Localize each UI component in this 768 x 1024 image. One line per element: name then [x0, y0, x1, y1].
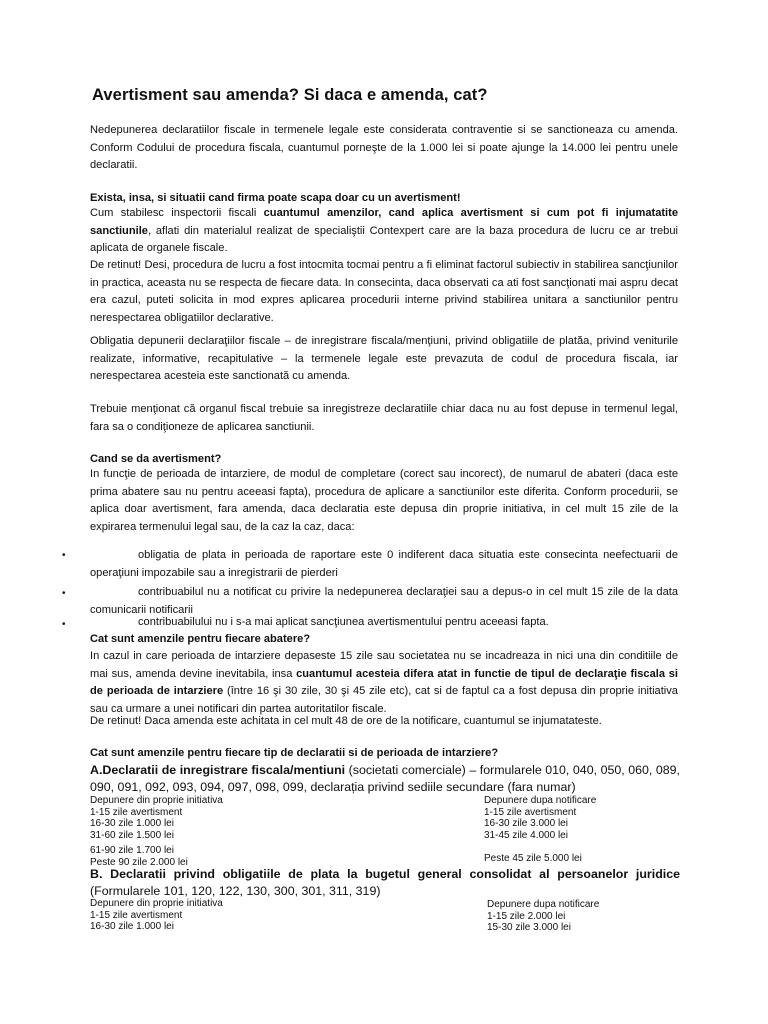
procedure-text-bold: cuantumul amenzilor, cand aplica avertisment si cum pot fi injumatatite sanctiunile — [90, 207, 678, 237]
cand-heading: Cand se da avertisment? — [90, 453, 222, 465]
table-a-left-cell: Depunere din proprie initiativa — [90, 795, 223, 806]
procedure-text-end: , aflati din materialul realizat de specialiştii Contexpert care are la baza procedura de lucru ce ar trebui aplicata de organele fiscale. — [90, 224, 678, 254]
table-b-left-cell: 16-30 zile 1.000 lei — [90, 921, 174, 933]
intro-paragraph: Nedepunerea declaratiilor fiscale in termenele legale este considerata contraventie si se sanctioneaza cu amenda. Conform Codului de procedura fiscala, cuantumul porneşte de la 1.000 lei si poate ajunge la 14.000 lei pentru unele declaratii. — [90, 124, 678, 171]
list-item-text: contribuabilul nu a notificat cu privire la nedepunerea declaraţiei sau a depus-o in cel mult 15 zile de la data comunicarii notificarii — [90, 586, 678, 616]
functie-paragraph: In funcţie de perioada de intarziere, de modul de completare (corect sau incorect), de numarul de abateri (daca este prima abatere sau nu pentru aceeasi fapta), procedura de aplicare a sanctiunilor este diferita. Conform procedurii, se aplica doar avertisment, fara amenda, daca declaratia este depusa din proprie initiativa, in cel mult 15 zile de la expirarea termenului legal sau, de la caz la caz, daca: — [90, 468, 678, 533]
cazul-text-bold: cuantumul acesteia difera atat in functie de tipul de declaraţie fiscala si de perioada de intarziere — [90, 667, 678, 697]
table-b-left-column — [90, 898, 223, 933]
page-title: Avertisment sau amenda? Si daca e amenda, cat? — [92, 86, 488, 104]
table-a-left-cell: 1-15 zile avertisment — [90, 806, 183, 818]
table-a-right-cell: Depunere dupa notificare — [484, 795, 597, 806]
table-a-left-cell: 31-60 zile 1.500 lei — [90, 829, 174, 841]
cat-heading: Cat sunt amenzile pentru fiecare abatere? — [90, 633, 311, 645]
obligatia-paragraph: Obligatia depunerii declaraţiilor fiscale – de inregistrare fiscala/menţiuni, privind obligatiile de plată̆a, privind veniturile realizate, informative, recapitulative – la termenele legale este prevazuta de codul de procedura fiscala, iar nerespectarea acesteia este sanctionată cu amenda. — [90, 335, 678, 382]
retinut-paragraph: De retinut! Desi, procedura de lucru a fost intocmita tocmai pentru a fi eliminat factorul subiectiv in stabilirea sancţiunilor in practica, aceasta nu se respecta de fiecare data. In consecinta, daca observati ca ati fost sancţionati mai aspru decat era cazul, puteti solicita in mod expres aplicarea procedurii interne privind stabilirea unitara a sanctiunilor pentru nerespectarea obligatiilor declarative. — [90, 259, 678, 324]
avertisment-heading: Exista, insa, si situatii cand firma poate scapa doar cu un avertisment! — [90, 192, 461, 204]
table-a-left-cell: 61-90 zile 1.700 lei — [90, 845, 174, 857]
bullet-marker: • — [62, 619, 66, 630]
table-b-left-cell: 1-15 zile avertisment — [90, 909, 183, 921]
table-b-right-cell: 1-15 zile 2.000 lei — [487, 910, 566, 922]
procedure-text-start: Cum stabilesc inspectorii fiscali — [90, 207, 264, 219]
table-a-left-column — [90, 795, 223, 869]
table-a-right-cell: 16-30 zile 3.000 lei — [484, 818, 568, 830]
table-a-right-column — [484, 795, 596, 841]
table-b-left-cell: Depunere din proprie initiativa — [90, 898, 223, 909]
tip-heading: Cat sunt amenzile pentru fiecare tip de declaratii si de perioada de intarziere? — [90, 747, 499, 759]
table-a-left-cell: Peste 90 zile 2.000 lei — [90, 856, 188, 868]
table-a-left-cell: 16-30 zile 1.000 lei — [90, 818, 174, 830]
procedure-paragraph — [90, 205, 678, 258]
list-item-text: contribuabilului nu i s-a mai aplicat sancţiunea avertismentului pentru aceeasi fapta. — [138, 616, 549, 628]
bullet-marker: • — [62, 588, 66, 599]
injumatateste-paragraph: De retinut! Daca amenda este achitata in cel mult 48 de ore de la notificare, cuantumul se injumatateste. — [90, 715, 602, 727]
section-a-forms: (societati comerciale) – formularele 010, 040, 050, 060, 089, 090, 091, 092, 093, 094, 097, 098, 099, declarația privind sediile secundare (fara numar) — [90, 763, 680, 794]
table-b-right-column — [487, 899, 599, 934]
list-item-text: obligatia de plata in perioada de raportare este 0 indiferent daca situatia este consecinta neefectuarii de operaţiuni impozabile sau a inregistrarii de pierderi — [90, 549, 678, 579]
section-b-title: B. Declaratii privind obligatiile de plata la bugetul general consolidat al persoanelor juridice — [90, 867, 680, 881]
cazul-text-end: (între 16 şi 30 zile, 30 şi 45 zile etc), cat si de faptul ca a fost depusa din proprie initiativa sau ca urmare a unei notificari din partea autoritatilor fiscale. — [90, 685, 678, 715]
bullet-marker: • — [62, 550, 66, 561]
mentionat-paragraph: Trebuie menţionat că organul fiscal trebuie sa inregistreze declaratiile chiar daca nu au fost depuse in termenul legal, fara sa o condiţioneze de aplicarea sanctiunii. — [90, 403, 678, 433]
section-b-heading — [90, 866, 680, 900]
table-a-right-cell: 31-45 zile 4.000 lei — [484, 829, 568, 841]
section-a-heading — [90, 762, 680, 796]
table-b-right-cell: Depunere dupa notificare — [487, 899, 600, 910]
section-a-title: A.Declaratii de inregistrare fiscala/mentiuni — [90, 763, 349, 777]
table-b-right-cell: 15-30 zile 3.000 lei — [487, 922, 571, 934]
table-a-right-last-cell: Peste 45 zile 5.000 lei — [484, 853, 582, 864]
cazul-text-start: In cazul in care perioada de intarziere depaseste 15 zile sau societatea nu se incadreaza in nici una din conditiile de mai sus, amenda devine inevitabila, insa — [90, 650, 678, 680]
section-b-forms: (Formularele 101, 120, 122, 130, 300, 301, 311, 319) — [90, 884, 381, 898]
list-item — [90, 547, 678, 582]
table-a-right-cell: 1-15 zile avertisment — [484, 806, 577, 818]
cazul-paragraph — [90, 648, 678, 718]
list-item — [90, 614, 678, 632]
